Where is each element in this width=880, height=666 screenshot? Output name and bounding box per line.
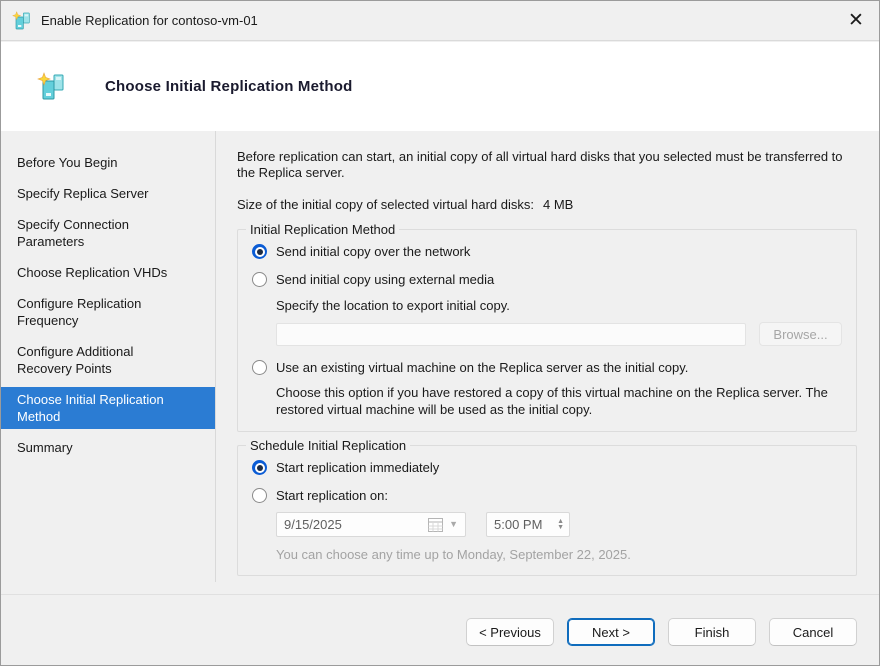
titlebar [1,1,879,41]
radio-label[interactable]: Start replication on: [276,488,389,503]
group-title: Schedule Initial Replication [246,438,410,453]
schedule-hint: You can choose any time up to Monday, September 22, 2025. [276,547,631,562]
step-before-you-begin: Before You Begin [17,155,118,170]
wizard-buttons [466,618,857,646]
step-specify-connection-parameters: Specify Connection Parameters [17,217,130,249]
main-content [237,131,857,594]
size-label: Size of the initial copy of selected virtual hard disks: [237,197,534,212]
time-picker[interactable] [486,512,570,537]
radio-label[interactable]: Start replication immediately [276,460,440,475]
sidebar-divider [215,131,216,582]
radio-use-existing-vm[interactable] [252,360,267,375]
wizard-steps-sidebar [1,131,215,594]
step-choose-initial-replication-method: Choose Initial Replication Method [1,387,215,429]
export-path-row [276,322,842,346]
finish-button[interactable]: Finish [668,618,756,646]
radio-label[interactable]: Send initial copy over the network [276,244,471,259]
window-title: Enable Replication for contoso-vm-01 [41,13,258,28]
existing-vm-hint: Choose this option if you have restored a copy of this virtual machine on the Replica server. The restored virtual machine will be used as the initial copy. [276,385,828,417]
calendar-icon [428,518,443,532]
date-picker[interactable] [276,512,466,537]
export-location-label: Specify the location to export initial copy. [276,298,510,313]
step-summary: Summary [17,440,73,455]
option-send-external-media[interactable] [252,272,842,287]
radio-start-on[interactable] [252,488,267,503]
close-icon: ✕ [848,10,864,31]
size-value: 4 MB [542,197,574,212]
step-choose-replication-vhds: Choose Replication VHDs [17,265,168,280]
option-use-existing-vm[interactable] [252,360,842,375]
radio-start-immediately[interactable] [252,460,267,475]
intro-text: Before replication can start, an initial copy of all virtual hard disks that you selected must be transferred to the Replica server. [237,149,843,180]
date-value: 9/15/2025 [284,517,342,532]
option-start-on[interactable] [252,488,842,503]
cancel-button[interactable]: Cancel [769,618,857,646]
dropdown-arrow-icon[interactable]: ▼ [449,519,458,529]
option-start-immediately[interactable] [252,460,842,475]
page-title: Choose Initial Replication Method [105,78,353,95]
step-configure-additional-recovery-points: Configure Additional Recovery Points [17,344,134,376]
radio-label[interactable]: Use an existing virtual machine on the Replica server as the initial copy. [276,360,689,375]
replication-servers-icon [12,11,32,31]
replication-servers-icon [37,72,67,102]
initial-replication-method-group [237,222,857,432]
radio-send-over-network[interactable] [252,244,267,259]
radio-label[interactable]: Send initial copy using external media [276,272,495,287]
browse-button[interactable]: Browse... [759,322,842,346]
step-specify-replica-server: Specify Replica Server [17,186,149,201]
option-send-over-network[interactable] [252,244,842,259]
initial-copy-size-line [237,197,857,212]
previous-button[interactable]: < Previous [466,618,554,646]
step-configure-replication-frequency: Configure Replication Frequency [17,296,142,328]
time-spinner[interactable] [557,519,564,531]
next-button[interactable]: Next > [567,618,655,646]
export-path-input[interactable] [276,323,746,346]
schedule-picker-row [276,512,842,537]
close-button[interactable] [833,1,879,40]
time-value: 5:00 PM [494,517,543,532]
radio-send-external-media[interactable] [252,272,267,287]
footer-divider [1,594,879,595]
spinner-up-icon[interactable]: ▲ [557,517,564,525]
schedule-initial-replication-group [237,438,857,576]
spinner-down-icon[interactable]: ▼ [557,523,564,531]
group-title: Initial Replication Method [246,222,399,237]
wizard-header [1,42,879,131]
